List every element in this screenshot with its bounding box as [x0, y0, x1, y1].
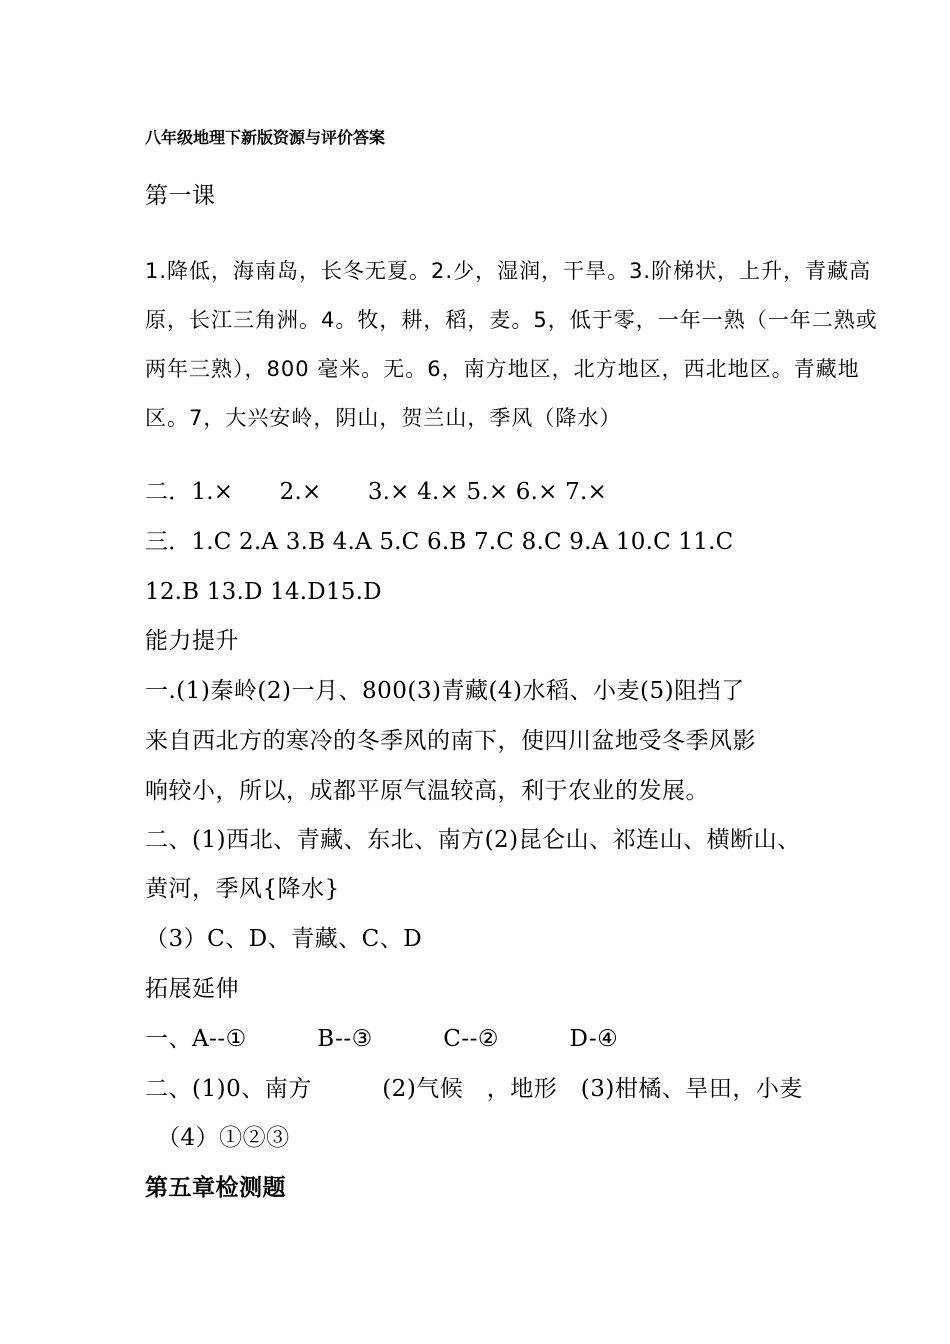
ability-line-2: 来自西北方的寒冷的冬季风的南下，使四川盆地受冬季风影 [145, 728, 756, 754]
ability-line-4: 二、(1)西北、青藏、东北、南方(2)昆仑山、祁连山、横断山、 [145, 827, 801, 853]
ability-heading: 能力提升 [145, 628, 239, 654]
ability-line-6: （3）C、D、青藏、C、D [145, 926, 423, 952]
lesson1-heading: 第一课 [145, 183, 216, 209]
ability-line-5: 黄河，季风{降水} [145, 876, 340, 902]
chapter5-heading: 第五章检测题 [145, 1175, 286, 1201]
extension-heading: 拓展延伸 [145, 976, 239, 1002]
part1-line-2: 原，长江三角洲。4。牧，耕，稻，麦。5，低于零，一年一熟（一年二熟或 [145, 308, 878, 332]
part1-line-1: 1.降低，海南岛，长冬无夏。2.少，湿润，干旱。3.阶梯状，上升，青藏高 [145, 259, 872, 283]
extension-line-2: 二、(1)0、南方 (2)气候 ，地形 (3)柑橘、旱田，小麦 [145, 1076, 803, 1102]
part3-line-2: 12.B 13.D 14.D15.D [145, 579, 382, 605]
ability-line-1: 一.(1)秦岭(2)一月、800(3)青藏(4)水稻、小麦(5)阻挡了 [145, 678, 745, 704]
part2-line: 二．1.× 2.× 3.× 4.× 5.× 6.× 7.× [145, 479, 607, 505]
part1-line-3: 两年三熟），800 毫米。无。6，南方地区，北方地区，西北地区。青藏地 [145, 357, 860, 381]
document-title: 八年级地理下新版资源与评价答案 [145, 128, 386, 147]
part3-line-1: 三．1.C 2.A 3.B 4.A 5.C 6.B 7.C 8.C 9.A 10.C 11.C [145, 529, 734, 555]
part1-line-4: 区。7，大兴安岭，阴山，贺兰山，季风（降水） [145, 406, 622, 430]
extension-line-3: （4）①②③ [145, 1125, 290, 1151]
ability-line-3: 响较小，所以，成都平原气温较高，利于农业的发展。 [145, 778, 709, 804]
extension-line-1: 一、A--① B--③ C--② D-④ [145, 1026, 619, 1052]
